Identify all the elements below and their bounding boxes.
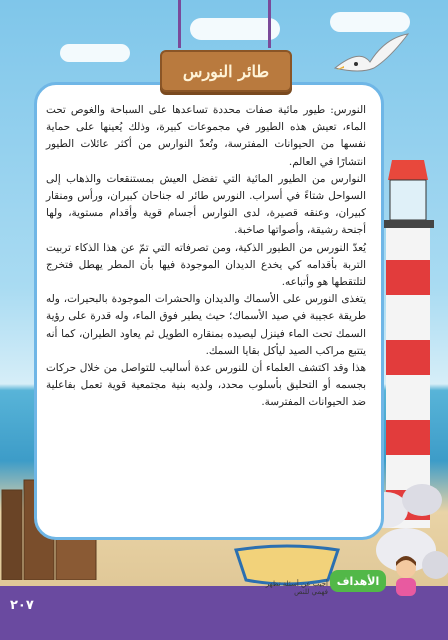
title-sign — [160, 50, 292, 92]
girl-character-icon — [388, 556, 424, 596]
paragraph-5: هذا وقد اكتشف العلماء أن للنورس عدة أساليب للتواصل من خلال حركات بجسمه أو التحليق بأسلوب محدد، ولديه بنية مجتمعية قوية تعمل بفاعلية ضد الحيوانات المفترسة. — [46, 362, 366, 409]
footer-band — [0, 586, 448, 640]
goals-label: الأهداف — [336, 574, 380, 588]
page-title: طائر النورس — [182, 61, 270, 81]
reading-text — [46, 102, 366, 412]
goals-badge — [330, 570, 386, 592]
paragraph-2: النوارس من الطيور المائية التي تفضل العيش بمستنقعات والذهاب إلى السواحل شتاءً في أسراب. النورس طائر له جناحان كبيران، ورأس ومنقار كبيران، وعنقه قصيرة، لدى النوارس أجسام قوية وأقدام مستوية، ولها أجنحة رشيقة، وأصواتها صاخبة. — [46, 172, 366, 237]
sign-rope-right — [268, 0, 271, 48]
paragraph-3: يُعدّ النورس من الطيور الذكية، ومن تصرفاته التي تمّ عن هذا الذكاء تربيت التربة بأقدامه كي يخدع الديدان الموجودة فيها بأن المطر يهطل فتخرج لتلتقطها هو وأتباعه. — [46, 241, 366, 289]
paragraph-4: يتغذى النورس على الأسماك والديدان والحشرات الموجودة بالبحيرات، وله طريقة عجيبة في صيد الأسماك؛ حيث يطير فوق الماء، وله قدرة على رؤية السمك تحت الماء فينزل ليصيده بمنقاره الطويل ثم يعاود الطيران، كما أنه يتتبع مراكب الصيد ليأكل بقايا السمك. — [46, 293, 366, 357]
paragraph-1: النورس: طيور مائية صفات محددة تساعدها على السباحة والغوص تحت الماء، تعيش هذه الطيور في مجموعات كبيرة، وذلك يُعينها على حماية نفسها من الحيوانات المفترسة، وتُعدّ النوارس من أكثر عائلات الطيور انتشارًا في العالم. — [46, 104, 366, 168]
goal-text: أجيب عن أسئلة تظهر فهمي للنص — [265, 580, 328, 596]
seagull-flying-icon — [330, 28, 410, 88]
sign-rope-left — [178, 0, 181, 48]
page-number: ٢٠٧ — [10, 598, 34, 613]
